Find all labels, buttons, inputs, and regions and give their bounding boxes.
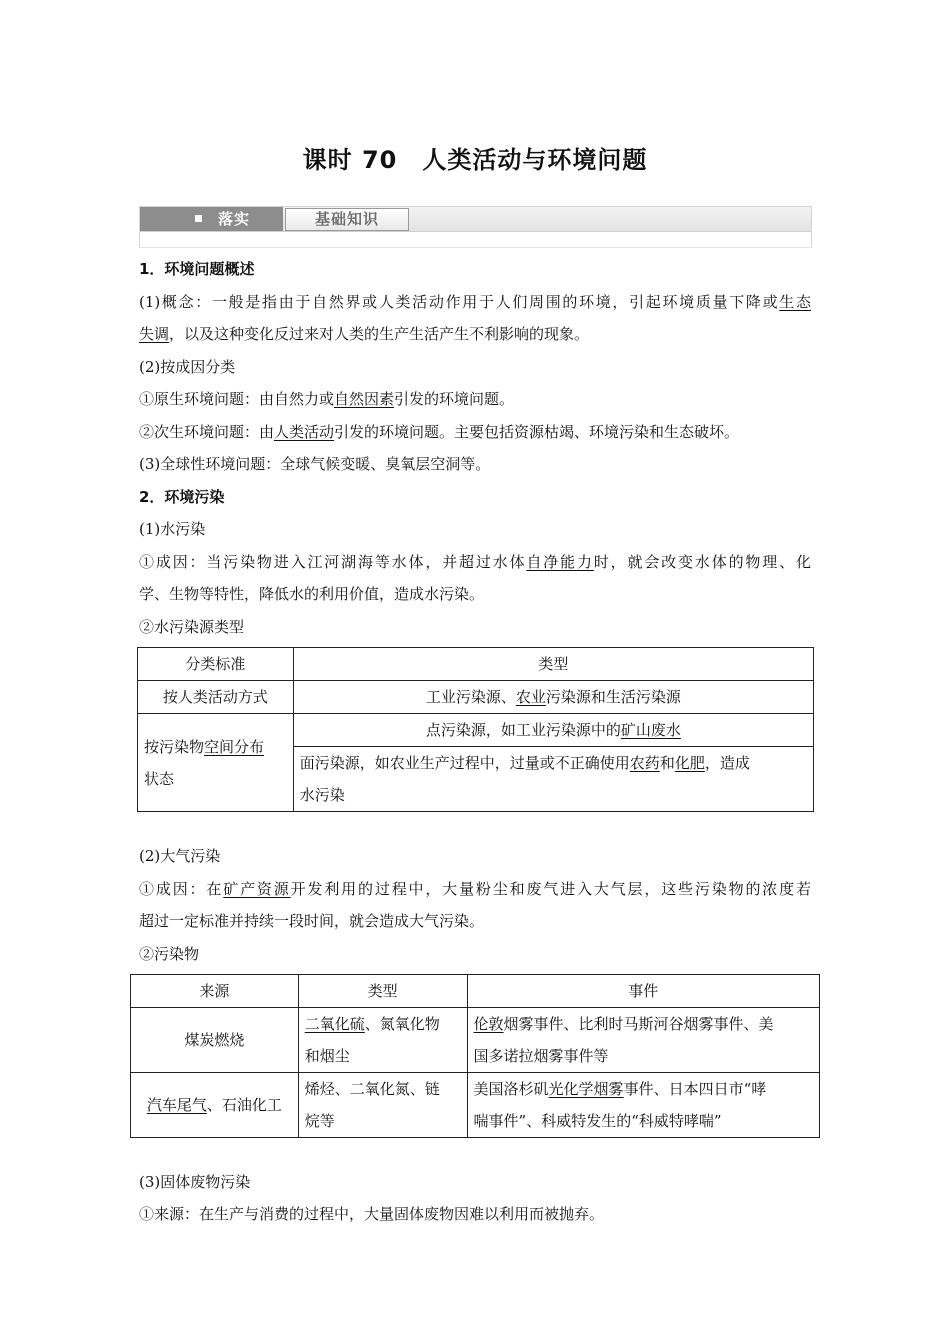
table-cell: 按污染物空间分布 状态 (138, 714, 294, 812)
table-header-cell: 分类标准 (138, 648, 294, 681)
underlined-term: 自然因素 (334, 390, 395, 408)
banner-tab-light-label: 基础知识 (285, 208, 409, 231)
underlined-term: 农业 (515, 688, 546, 706)
table-header-cell: 事件 (467, 975, 819, 1008)
underlined-term: 化肥 (674, 754, 705, 772)
paragraph-line: (3)全球性环境问题：全球气候变暖、臭氧层空洞等。 (139, 455, 491, 473)
banner-tab-dark-label: 落实 (218, 210, 251, 228)
paragraph-line: ①成因：在矿产资源开发利用的过程中，大量粉尘和废气进入大气层，这些污染物的浓度若 (139, 880, 811, 898)
table-cell: 二氧化硫、氮氧化物 和烟尘 (298, 1008, 467, 1073)
water-pollution-table (137, 647, 814, 812)
underlined-term: 农药 (629, 754, 660, 772)
section-heading: 2．环境污染 (139, 488, 225, 506)
table-cell: 烯烃、二氧化氮、链 烷等 (298, 1073, 467, 1138)
subheading: ②水污染源类型 (139, 618, 245, 636)
table-header-row (138, 648, 814, 681)
table-row (131, 1073, 820, 1138)
square-bullet-icon (195, 215, 202, 222)
table-cell: 伦敦烟雾事件、比利时马斯河谷烟雾事件、美 国多诺拉烟雾事件等 (467, 1008, 819, 1073)
table-row (138, 681, 814, 714)
section-banner (139, 206, 812, 248)
underlined-term: 二氧化硫 (304, 1015, 365, 1033)
table-header-cell: 类型 (293, 648, 813, 681)
paragraph-line: ②次生环境问题：由人类活动引发的环境问题。主要包括资源枯竭、环境污染和生态破坏。 (139, 423, 740, 441)
underlined-term: 汽车尾气 (146, 1096, 207, 1114)
table-row (131, 1008, 820, 1073)
table-header-cell: 来源 (131, 975, 299, 1008)
table-cell: 面污染源，如农业生产过程中，过量或不正确使用农药和化肥，造成 水污染 (293, 747, 813, 812)
paragraph-line: 失调，以及这种变化反过来对人类的生产生活产生不利影响的现象。 (139, 325, 590, 343)
table-cell: 汽车尾气、石油化工 (131, 1073, 299, 1138)
underlined-term: 光化学烟雾 (548, 1080, 624, 1098)
underlined-term: 矿产资源 (223, 880, 291, 898)
table-cell: 工业污染源、农业污染源和生活污染源 (293, 681, 813, 714)
banner-tab-strip (140, 207, 811, 232)
paragraph-line: (1)概念：一般是指由于自然界或人类活动作用于人们周围的环境，引起环境质量下降或生态 (139, 293, 811, 311)
air-pollutants-table (130, 974, 820, 1138)
table-row (138, 714, 814, 747)
subheading: (2)按成因分类 (139, 358, 236, 376)
underlined-term: 失调 (139, 325, 170, 343)
paragraph-line: ①成因：当污染物进入江河湖海等水体，并超过水体自净能力时，就会改变水体的物理、化 (139, 553, 811, 571)
banner-tab-dark (140, 207, 283, 231)
subheading: (1)水污染 (139, 520, 206, 538)
section-heading: 1．环境问题概述 (139, 260, 255, 278)
underlined-term: 生态 (779, 293, 811, 311)
paragraph-line: ①来源：在生产与消费的过程中，大量固体废物因难以利用而被抛弃。 (139, 1205, 605, 1223)
table-cell: 煤炭燃烧 (131, 1008, 299, 1073)
page-title: 课时 70 人类活动与环境问题 (302, 146, 648, 174)
underlined-term: 自净能力 (526, 553, 594, 571)
underlined-term: 伦敦 (473, 1015, 504, 1033)
table-header-row (131, 975, 820, 1008)
subheading: (2)大气污染 (139, 847, 221, 865)
underlined-term: 空间分布 (204, 737, 265, 756)
subheading: ②污染物 (139, 945, 200, 963)
paragraph-line: 超过一定标准并持续一段时间，就会造成大气污染。 (139, 912, 485, 930)
table-cell: 美国洛杉矶光化学烟雾事件、日本四日市“哮 喘事件”、科威特发生的“科威特哮喘” (467, 1073, 819, 1138)
table-cell: 点污染源，如工业污染源中的矿山废水 (293, 714, 813, 747)
underlined-term: 矿山废水 (620, 721, 681, 739)
paragraph-line: ①原生环境问题：由自然力或自然因素引发的环境问题。 (139, 390, 515, 408)
subheading: (3)固体废物污染 (139, 1173, 251, 1191)
paragraph-line: 学、生物等特性，降低水的利用价值，造成水污染。 (139, 585, 485, 603)
table-header-cell: 类型 (298, 975, 467, 1008)
table-cell: 按人类活动方式 (138, 681, 294, 714)
underlined-term: 人类活动 (274, 423, 335, 441)
